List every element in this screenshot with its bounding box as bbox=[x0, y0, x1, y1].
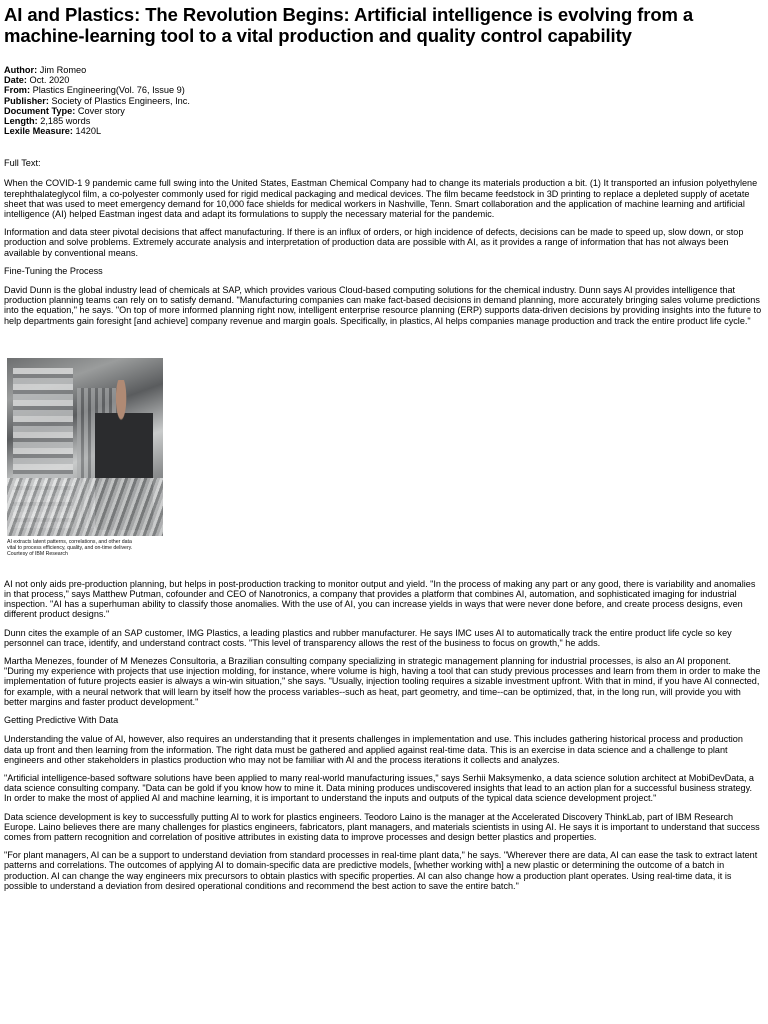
article-body bbox=[4, 178, 762, 891]
full-text-label: Full Text: bbox=[4, 158, 41, 169]
paragraph: Martha Menezes, founder of M Menezes Consultoria, a Brazilian consulting company specializing in strategic management planning for industrial processes, is also an AI proponent. "During my experience with projects that use injection molding, for instance, where volume is high, having a tool that can study previous processes and learn from them in order to make the implementation of future projects easier is always a win-win situation," she says. "Usually, injection tooling requires a sizable investment upfront. With that in mind, if you have AI connected, for example, with a neural network that will learn by itself how the process variables--such as heat, part geometry, and time--can be optimized, that, in the long run, will provide you with better margins and faster product development." bbox=[4, 656, 761, 707]
article-metadata bbox=[4, 65, 762, 136]
paragraph: Dunn cites the example of an SAP customer, IMG Plastics, a leading plastics and rubber manufacturer. He says IMC uses AI to automatically track the entire product life cycle so key personnel can trace, identify, and understand contract costs. "This level of transparency allows the rest of the business to focus on growth," he adds. bbox=[4, 627, 732, 648]
paragraph: David Dunn is the global industry lead of chemicals at SAP, which provides various Cloud-based computing solutions for the chemical industry. Dunn says AI provides intelligence that production planning teams can rely on to satisfy demand. "Manufacturing companies can make fact-based decisions in demand planning, more accurately bringing sales volume predictions into the equation," he says. "On top of more informed planning right now, intelligent enterprise resource planning (ERP) supports data-driven decisions by providing insights into the future to help departments gain foresight [and achieve] company revenue and margin goals. Specifically, in plastics, AI helps companies manage production and track the entire product life cycle." bbox=[4, 285, 762, 326]
meta-document-type: Document Type: Cover story bbox=[4, 105, 125, 116]
article-photo bbox=[7, 358, 163, 536]
paragraph: Information and data steer pivotal decisions that affect manufacturing. If there is an influx of orders, or high incidence of defects, decisions can be made to speed up, slow down, or stop production and solve problems. Extremely accurate analysis and interpretation of production data are possible with AI, as it provides a range of information that has not always been available by conventional means. bbox=[4, 227, 744, 258]
paragraph: AI not only aids pre-production planning, but helps in post-production tracking to monitor output and yield. "In the process of making any part or any good, there is variability and anomalies in that process," says Matthew Putman, cofounder and CEO of Nanotronics, a company that provides a platform that combines AI, automation, and sophisticated imaging for industrial inspection. "AI has a superhuman ability to classify those anomalies. With the use of AI, you can increase yields in ways that were never done before, and create process designs, even different product designs." bbox=[4, 578, 756, 620]
paragraph: When the COVID-1 9 pandemic came full swing into the United States, Eastman Chemical Company had to change its materials production a bit. (1) It transported an infusion polyethylene terephthalateglycol film, a co-polyester commonly used for rigid medical packaging and medical devices. The film became feedstock in 3D printing to replace a depleted supply of acetate sheet that was used to meet emergency demand for 10,000 face shields for medical workers in Nashville, Tenn. Smart collaboration and the application of machine learning and artificial intelligence (AI) helped Eastman ingest data and adapt its formulations to supply the necessary material for the pandemic. bbox=[4, 178, 758, 220]
meta-publisher: Publisher: Society of Plastics Engineers, Inc. bbox=[4, 95, 190, 106]
paragraph: "Artificial intelligence-based software solutions have been applied to many real-world manufacturing issues," says Serhii Maksymenko, a data science solution architect at MobiDevData, a data science consulting company. "Data can be gold if you know how to mine it. Data mining produces undiscovered insights that lead to an action plan for a successful business strategy. In order to make the most of applied AI and machine learning, it is important to understand the inputs and outputs of the typical data science development project." bbox=[4, 772, 754, 804]
meta-author: Author: Jim Romeo bbox=[4, 65, 87, 75]
section-heading: Getting Predictive With Data bbox=[4, 715, 119, 726]
article-figure bbox=[7, 358, 163, 557]
paragraph: Data science development is key to successfully putting AI to work for plastics engineers. Teodoro Laino is the manager at the Accelerated Discovery ThinkLab, part of IBM Research Europe. Laino believes there are many challenges for plastics engineers, fabricators, plant managers, and materials scientists in using AI. He says it is important to understand that success comes from pattern recognition and correlation of positive attributes in existing data to improve processes and design better plastics and properties. bbox=[4, 811, 760, 842]
meta-length: Length: 2,185 words bbox=[4, 116, 91, 127]
meta-lexile: Lexile Measure: 1420L bbox=[4, 126, 102, 137]
meta-from: From: Plastics Engineering(Vol. 76, Issue 9) bbox=[4, 85, 185, 96]
section-heading: Fine-Tuning the Process bbox=[4, 265, 103, 276]
figure-caption: AI extracts latent patterns, correlations, and other data vital to process efficiency, quality, and on-time delivery. Courtesy of IBM Research bbox=[7, 538, 133, 557]
article-title: AI and Plastics: The Revolution Begins: Artificial intelligence is evolving from a machine-learning tool to a vital production and quality control capability bbox=[4, 4, 694, 46]
article bbox=[4, 4, 762, 899]
paragraph: Understanding the value of AI, however, also requires an understanding that it presents challenges in implementation and use. This includes gathering historical process and production data up front and then learning from the information. The right data must be gathered and applied against real-time data. This is an exercise in data science and a challenge to plant engineers and other stakeholders in plastics production who may not be familiar with AI and the process iterations it collects and analyzes. bbox=[4, 734, 743, 765]
meta-date: Date: Oct. 2020 bbox=[4, 75, 70, 86]
paragraph: "For plant managers, AI can be a support to understand deviation from standard processes in real-time plant data," he says. "Wherever there are data, AI can ease the task to extract latent patterns and correlations. The outcomes of applying AI to domain-specific data are predictive models, [whether working with] a new plastic or determining the outcome of a batch in production. AI can change the way engineers mix precursors to obtain plastics with specific properties. AI can also change how a production plant operates. Using real-time data, it is possible to understand a deviation from desired operational conditions and recommend the best action to save the entire batch." bbox=[4, 850, 758, 891]
